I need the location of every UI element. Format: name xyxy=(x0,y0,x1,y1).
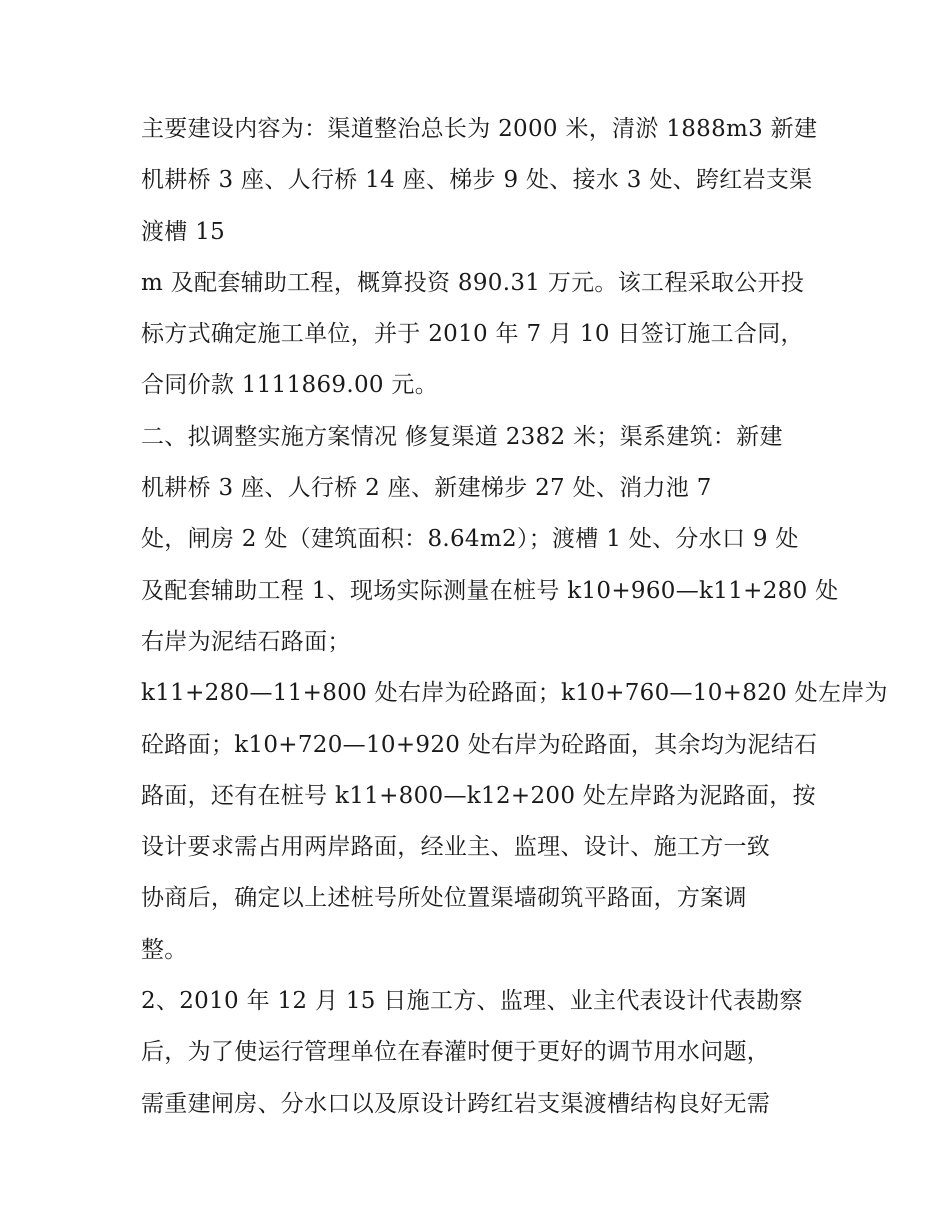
text-line: 机耕桥 3 座、人行桥 14 座、梯步 9 处、接水 3 处、跨红岩支渠 xyxy=(141,167,813,194)
text-line: 二、拟调整实施方案情况 修复渠道 2382 米；渠系建筑：新建 xyxy=(141,423,783,450)
text-line: 右岸为泥结石路面； xyxy=(141,628,351,655)
text-line: 2、2010 年 12 月 15 日施工方、监理、业主代表设计代表勘察 xyxy=(141,988,803,1015)
text-line: 机耕桥 3 座、人行桥 2 座、新建梯步 27 处、消力池 7 xyxy=(141,475,712,502)
text-line: 整。 xyxy=(141,936,188,963)
text-line: 合同价款 1111869.00 元。 xyxy=(141,372,439,399)
text-line: 主要建设内容为：渠道整治总长为 2000 米，清淤 1888m3 新建 xyxy=(141,116,818,142)
text-line: 及配套辅助工程 1、现场实际测量在桩号 k10+960—k11+280 处 xyxy=(141,577,839,604)
body-text xyxy=(141,104,888,1130)
text-line: 渡槽 15 xyxy=(141,218,226,245)
text-line: 处，闸房 2 处（建筑面积：8.64m2）；渡槽 1 处、分水口 9 处 xyxy=(141,526,799,553)
text-line: m 及配套辅助工程，概算投资 890.31 万元。该工程采取公开投 xyxy=(141,269,805,296)
text-line: 路面，还有在桩号 k11+800—k12+200 处左岸路为泥路面，按 xyxy=(141,782,816,809)
text-line: k11+280—11+800 处右岸为砼路面；k10+760—10+820 处左岸为 xyxy=(141,680,888,707)
text-line: 标方式确定施工单位，并于 2010 年 7 月 10 日签订施工合同， xyxy=(141,321,804,348)
text-line: 砼路面；k10+720—10+920 处右岸为砼路面，其余均为泥结石 xyxy=(141,731,818,758)
text-line: 协商后，确定以上述桩号所处位置渠墙砌筑平路面，方案调 xyxy=(141,885,747,912)
text-line: 设计要求需占用两岸路面，经业主、监理、设计、施工方一致 xyxy=(141,834,771,861)
text-line: 后，为了使运行管理单位在春灌时便于更好的调节用水问题， xyxy=(141,1039,771,1066)
text-line: 需重建闸房、分水口以及原设计跨红岩支渠渡槽结构良好无需 xyxy=(141,1090,771,1117)
